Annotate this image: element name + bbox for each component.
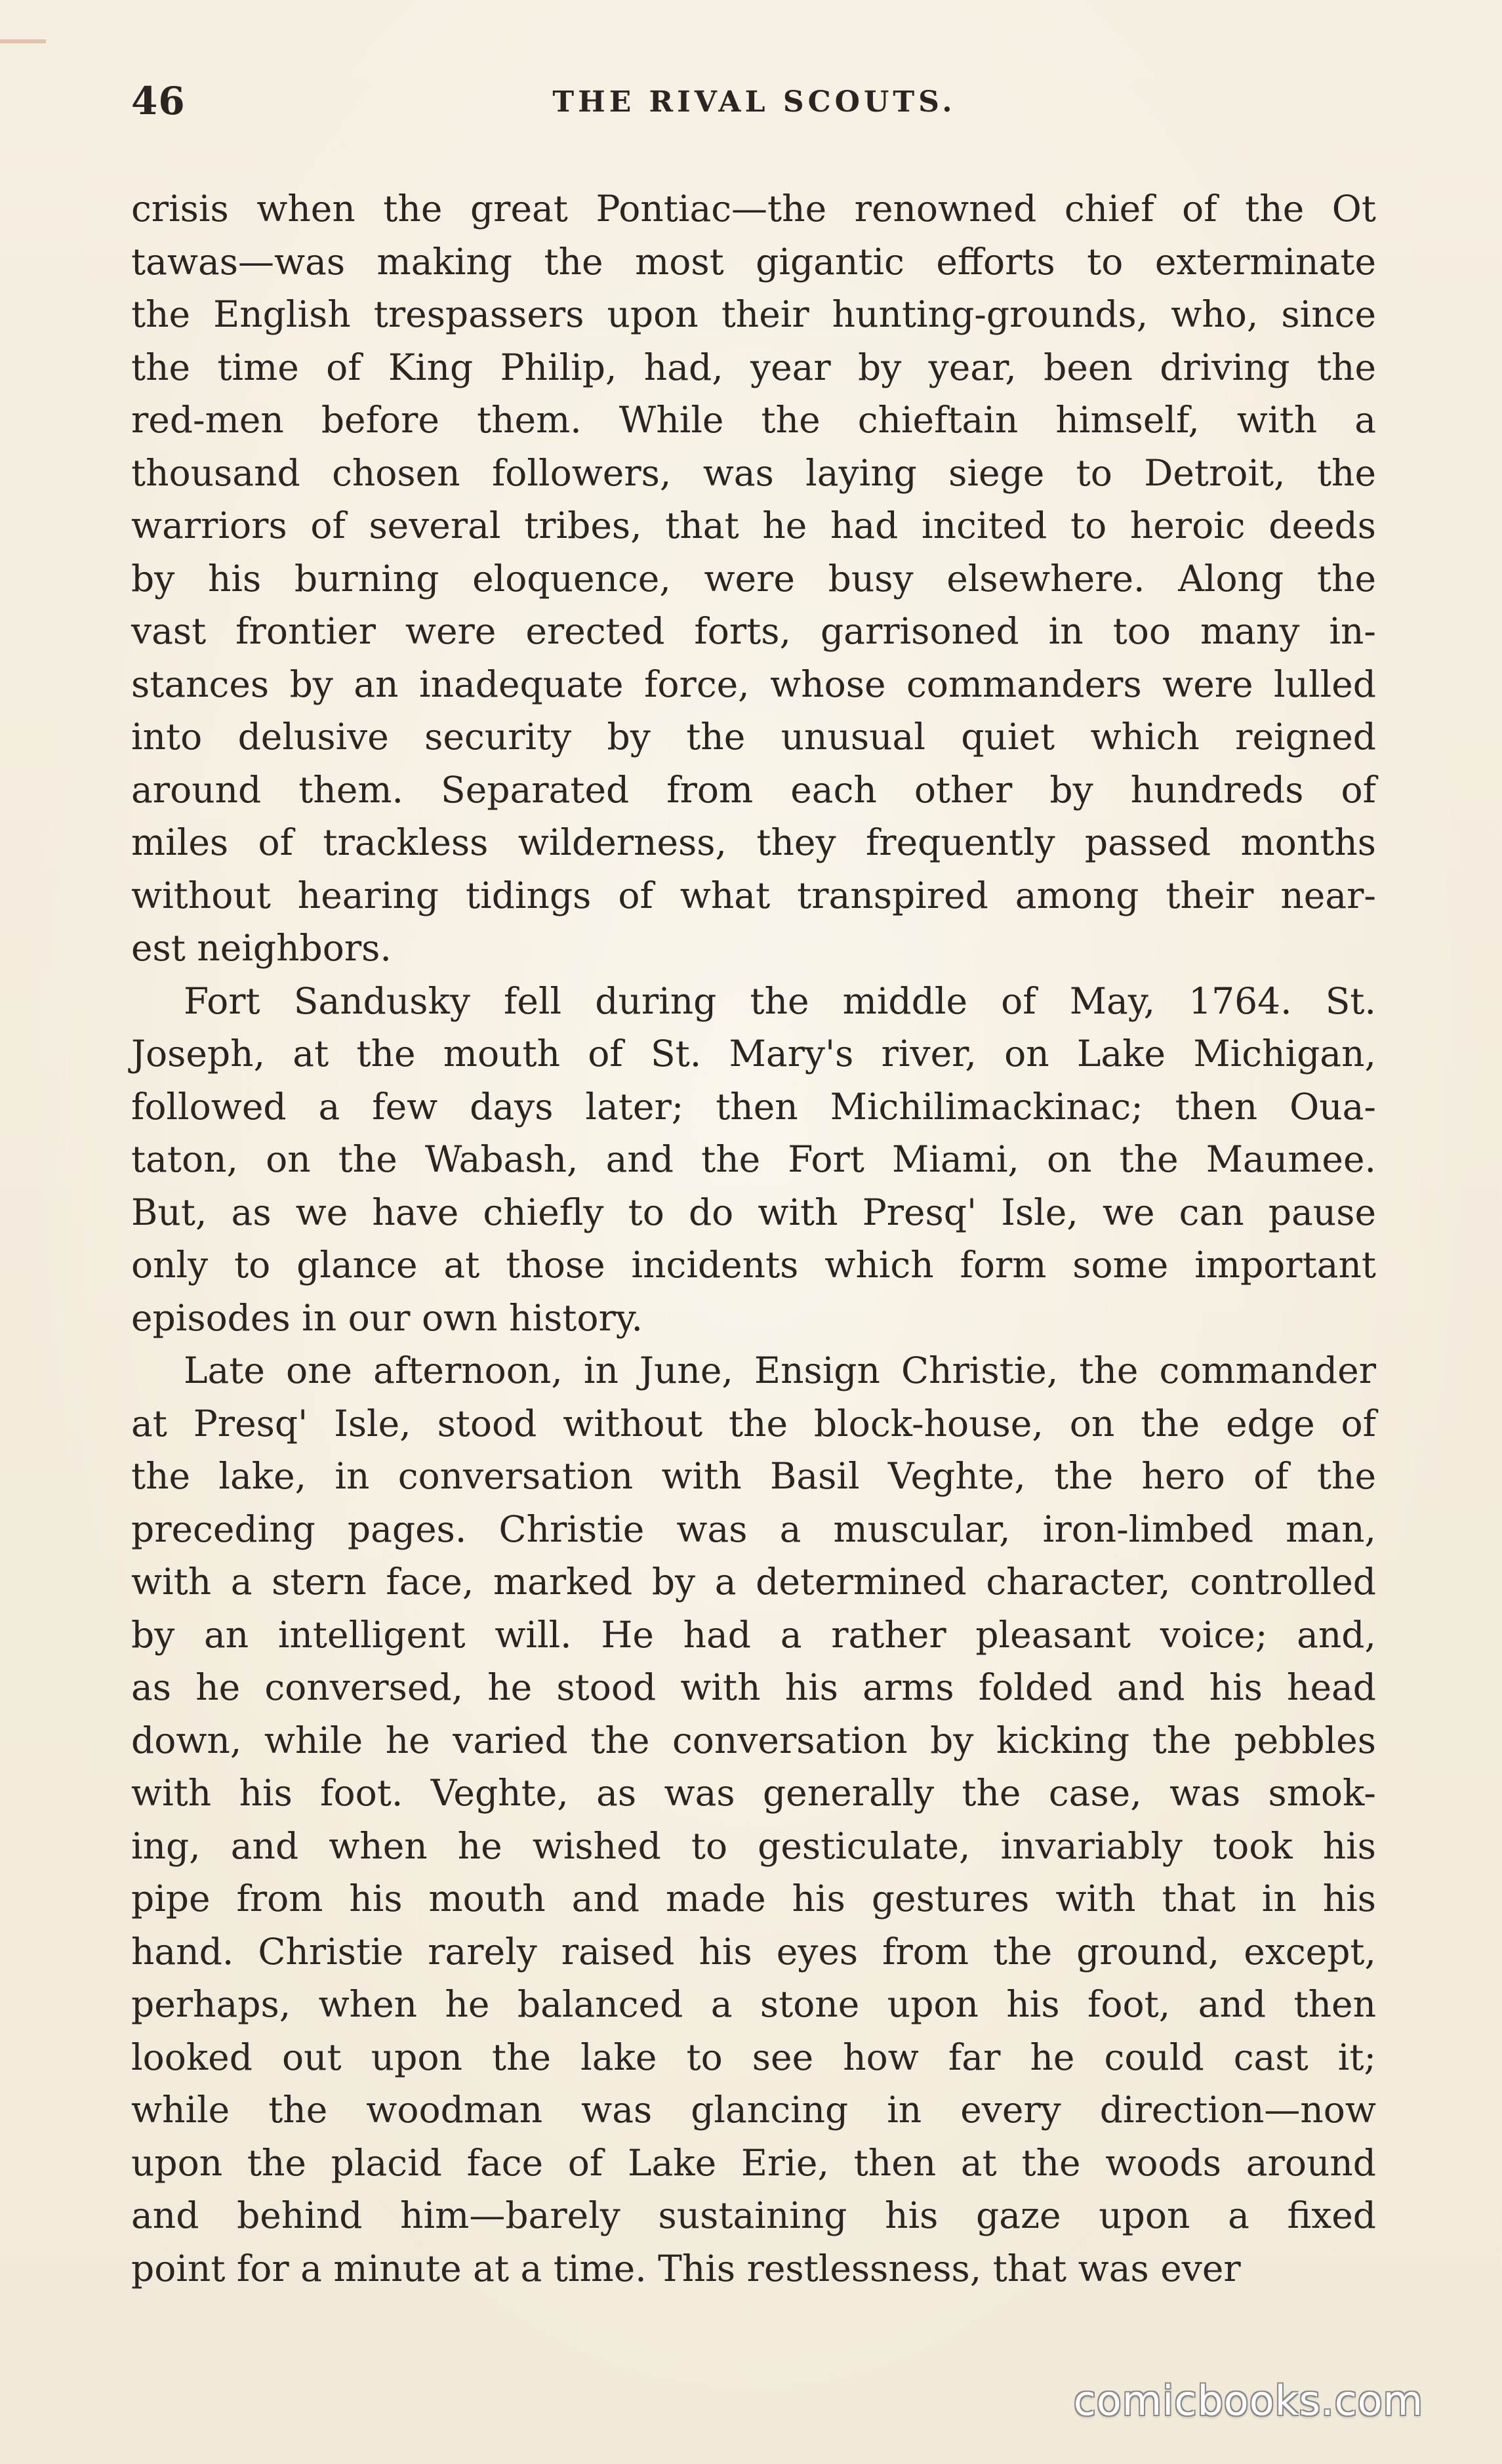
page-header <box>131 79 1377 138</box>
text-line: as he conversed, he stood with his arms folded and his head <box>131 1666 1376 1708</box>
text-line: the lake, in conversation with Basil Veghte, the hero of the <box>131 1455 1376 1497</box>
text-line: ing, and when he wished to gesticulate, invariably took his <box>131 1824 1376 1867</box>
text-line: upon the placid face of Lake Erie, then at the woods around <box>131 2141 1376 2184</box>
text-line: hand. Christie rarely raised his eyes from the ground, except, <box>131 1930 1376 1973</box>
page-number: 46 <box>131 79 186 123</box>
text-line: warriors of several tribes, that he had incited to heroic deeds <box>131 504 1376 546</box>
text-line: vast frontier were erected forts, garrisoned in too many in- <box>131 610 1376 652</box>
text-line: only to glance at those incidents which form some important <box>131 1244 1376 1286</box>
text-line: point for a minute at a time. This restlessness, that was ever <box>131 2247 1241 2289</box>
text-line: Joseph, at the mouth of St. Mary's river, on Lake Michigan, <box>131 1033 1376 1075</box>
text-line: perhaps, when he balanced a stone upon his foot, and then <box>131 1983 1376 2025</box>
text-line: the time of King Philip, had, year by year, been driving the <box>131 346 1376 388</box>
text-line: pipe from his mouth and made his gestures with that in his <box>131 1878 1376 1920</box>
page-edge-stain <box>0 39 46 43</box>
text-line: thousand chosen followers, was laying siege to Detroit, the <box>131 451 1376 494</box>
text-line: episodes in our own history. <box>131 1296 643 1339</box>
text-line: by an intelligent will. He had a rather pleasant voice; and, <box>131 1613 1376 1656</box>
watermark: comicbooks.com <box>1073 2377 1423 2425</box>
text-line: miles of trackless wilderness, they frequently passed months <box>131 821 1376 863</box>
text-line: stances by an inadequate force, whose commanders were lulled <box>131 663 1376 705</box>
text-line: with a stern face, marked by a determined character, controlled <box>131 1561 1376 1603</box>
text-line: the English trespassers upon their hunting-grounds, who, since <box>131 293 1376 335</box>
body-text <box>131 182 1376 2295</box>
text-line: taton, on the Wabash, and the Fort Miami, on the Maumee. <box>131 1138 1376 1180</box>
paragraph <box>131 975 1376 1345</box>
paragraph <box>131 182 1376 975</box>
text-line: looked out upon the lake to see how far he could cast it; <box>131 2036 1376 2078</box>
text-line: tawas—was making the most gigantic efforts to exterminate <box>131 240 1376 283</box>
running-title: THE RIVAL SCOUTS. <box>552 85 956 119</box>
text-line: by his burning eloquence, were busy elsewhere. Along the <box>131 557 1376 600</box>
text-line: while the woodman was glancing in every direction—now <box>131 2089 1376 2131</box>
text-line: into delusive security by the unusual quiet which reigned <box>131 716 1376 758</box>
text-line: est neighbors. <box>131 927 392 969</box>
text-line: preceding pages. Christie was a muscular, iron-limbed man, <box>131 1508 1376 1550</box>
text-line: and behind him—barely sustaining his gaze upon a fixed <box>131 2194 1376 2236</box>
text-line: with his foot. Veghte, as was generally the case, was smok- <box>131 1772 1376 1814</box>
text-line: crisis when the great Pontiac—the renowned chief of the Ot <box>131 188 1376 230</box>
text-line: Late one afternoon, in June, Ensign Christie, the commander <box>184 1349 1376 1391</box>
text-line: without hearing tidings of what transpired among their near- <box>131 874 1376 916</box>
text-line: But, as we have chiefly to do with Presq' Isle, we can pause <box>131 1191 1376 1233</box>
text-line: around them. Separated from each other by hundreds of <box>131 768 1376 811</box>
paragraph <box>131 1344 1376 2295</box>
text-line: red-men before them. While the chieftain himself, with a <box>131 399 1376 441</box>
text-line: followed a few days later; then Michilimackinac; then Oua- <box>131 1085 1376 1128</box>
text-line: down, while he varied the conversation by kicking the pebbles <box>131 1719 1376 1761</box>
text-line: Fort Sandusky fell during the middle of May, 1764. St. <box>184 979 1376 1022</box>
text-line: at Presq' Isle, stood without the block-house, on the edge of <box>131 1402 1376 1445</box>
